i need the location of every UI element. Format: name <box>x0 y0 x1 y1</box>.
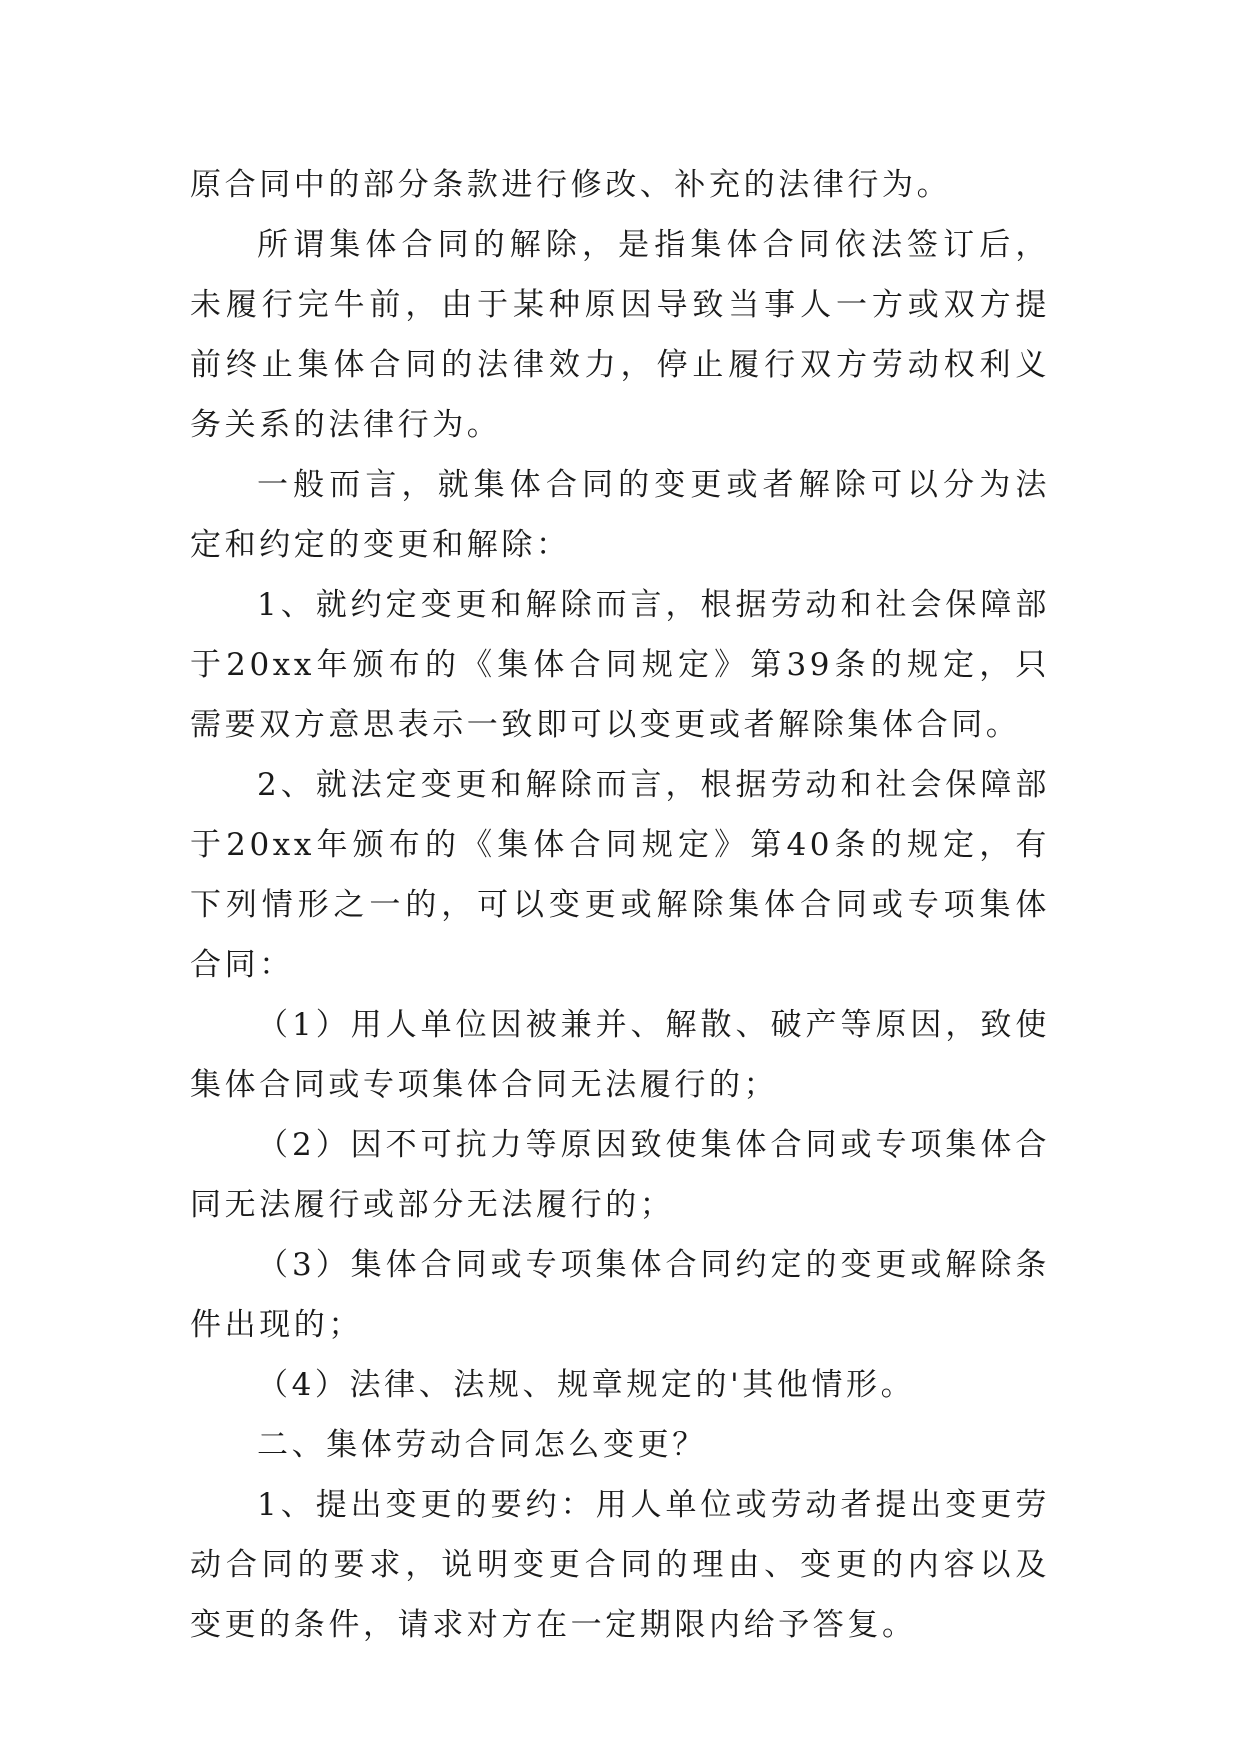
document-body <box>190 155 1050 1655</box>
paragraph-general-statement: 一般而言，就集体合同的变更或者解除可以分为法定和约定的变更和解除： <box>190 467 1050 563</box>
list-item-4: （4）法律、法规、规章规定的'其他情形。 <box>257 1367 916 1403</box>
section-heading-how-to-change: 二、集体劳动合同怎么变更？ <box>257 1427 707 1463</box>
paragraph-termination-definition: 所谓集体合同的解除，是指集体合同依法签订后，未履行完牛前，由于某种原因导致当事人一方或双方提前终止集体合同的法律效力，停止履行双方劳动权利义务关系的法律行为。 <box>190 227 1050 443</box>
list-item-3: （3）集体合同或专项集体合同约定的变更或解除条件出现的； <box>190 1247 1050 1343</box>
list-item-2: （2）因不可抗力等原因致使集体合同或专项集体合同无法履行或部分无法履行的； <box>190 1127 1050 1223</box>
paragraph-continuation: 原合同中的部分条款进行修改、补充的法律行为。 <box>190 167 952 203</box>
list-item-1: （1）用人单位因被兼并、解散、破产等原因，致使集体合同或专项集体合同无法履行的； <box>190 1007 1050 1103</box>
paragraph-statutory-change: 2、就法定变更和解除而言，根据劳动和社会保障部于20xx年颁布的《集体合同规定》第40条的规定，有下列情形之一的，可以变更或解除集体合同或专项集体合同： <box>190 767 1050 983</box>
paragraph-agreed-change: 1、就约定变更和解除而言，根据劳动和社会保障部于20xx年颁布的《集体合同规定》第39条的规定，只需要双方意思表示一致即可以变更或者解除集体合同。 <box>190 587 1050 743</box>
paragraph-change-offer: 1、提出变更的要约：用人单位或劳动者提出变更劳动合同的要求，说明变更合同的理由、变更的内容以及变更的条件，请求对方在一定期限内给予答复。 <box>190 1487 1050 1643</box>
